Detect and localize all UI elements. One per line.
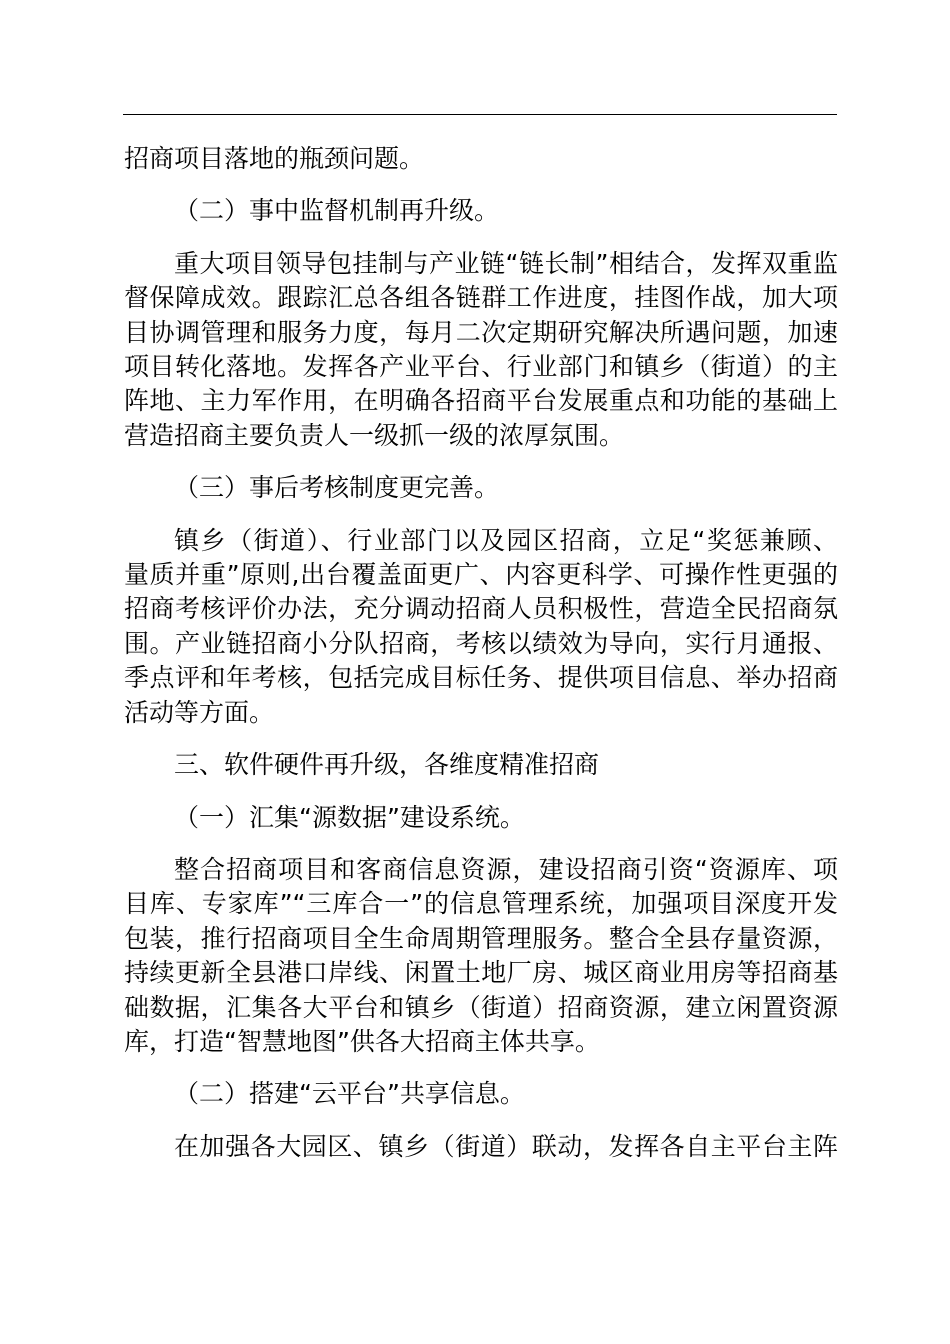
paragraph-line: 活动等方面。	[124, 697, 275, 727]
paragraph-line: 镇乡（街道）、行业部门以及园区招商，立足“奖惩兼顾、	[174, 525, 838, 555]
paragraph-line: 在加强各大园区、镇乡（街道）联动，发挥各自主平台主阵	[174, 1131, 838, 1161]
subheading-assessment: （三）事后考核制度更完善。	[174, 473, 500, 503]
subheading-supervision: （二）事中监督机制再升级。	[174, 196, 500, 226]
paragraph-supervision	[124, 247, 838, 453]
subheading-source-data: （一）汇集“源数据”建设系统。	[174, 802, 525, 832]
paragraph-line: 库，打造“智慧地图”供各大招商主体共享。	[124, 1026, 600, 1056]
paragraph-assessment	[124, 524, 838, 730]
paragraph-line: 招商考核评价办法，充分调动招商人员积极性，营造全民招商氛	[124, 594, 838, 624]
paragraph-line: 础数据，汇集各大平台和镇乡（街道）招商资源，建立闲置资源	[124, 992, 838, 1022]
paragraph-line: 包装，推行招商项目全生命周期管理服务。整合全县存量资源，	[124, 923, 838, 953]
paragraph-cloud-platform	[124, 1130, 838, 1164]
paragraph-line: 项目转化落地。发挥各产业平台、行业部门和镇乡（街道）的主	[124, 352, 838, 382]
section-heading-software-hardware: 三、软件硬件再升级，各维度精准招商	[174, 750, 600, 780]
paragraph-line: 围。产业链招商小分队招商，考核以绩效为导向，实行月通报、	[124, 628, 838, 658]
paragraph-line: 整合招商项目和客商信息资源，建设招商引资“资源库、项	[174, 854, 838, 884]
subheading-cloud-platform: （二）搭建“云平台”共享信息。	[174, 1079, 525, 1109]
paragraph-line: 督保障成效。跟踪汇总各组各链群工作进度，挂图作战，加大项	[124, 283, 838, 313]
paragraph-line: 招商项目落地的瓶颈问题。	[124, 144, 425, 173]
continuation-paragraph	[124, 142, 838, 176]
paragraph-line: 阵地、主力军作用，在明确各招商平台发展重点和功能的基础上	[124, 386, 838, 416]
paragraph-line: 营造招商主要负责人一级抓一级的浓厚氛围。	[124, 420, 625, 450]
header-rule	[123, 114, 837, 115]
document-body	[124, 142, 838, 1182]
paragraph-line: 季点评和年考核，包括完成目标任务、提供项目信息、举办招商	[124, 663, 838, 693]
paragraph-line: 目库、专家库”“三库合一”的信息管理系统，加强项目深度开发	[124, 889, 838, 919]
paragraph-line: 重大项目领导包挂制与产业链“链长制”相结合，发挥双重监	[174, 248, 838, 278]
paragraph-line: 量质并重”原则,出台覆盖面更广、内容更科学、可操作性更强的	[124, 560, 838, 590]
paragraph-source-data	[124, 853, 838, 1059]
paragraph-line: 持续更新全县港口岸线、闲置土地厂房、城区商业用房等招商基	[124, 958, 838, 988]
paragraph-line: 目协调管理和服务力度，每月二次定期研究解决所遇问题，加速	[124, 317, 838, 347]
